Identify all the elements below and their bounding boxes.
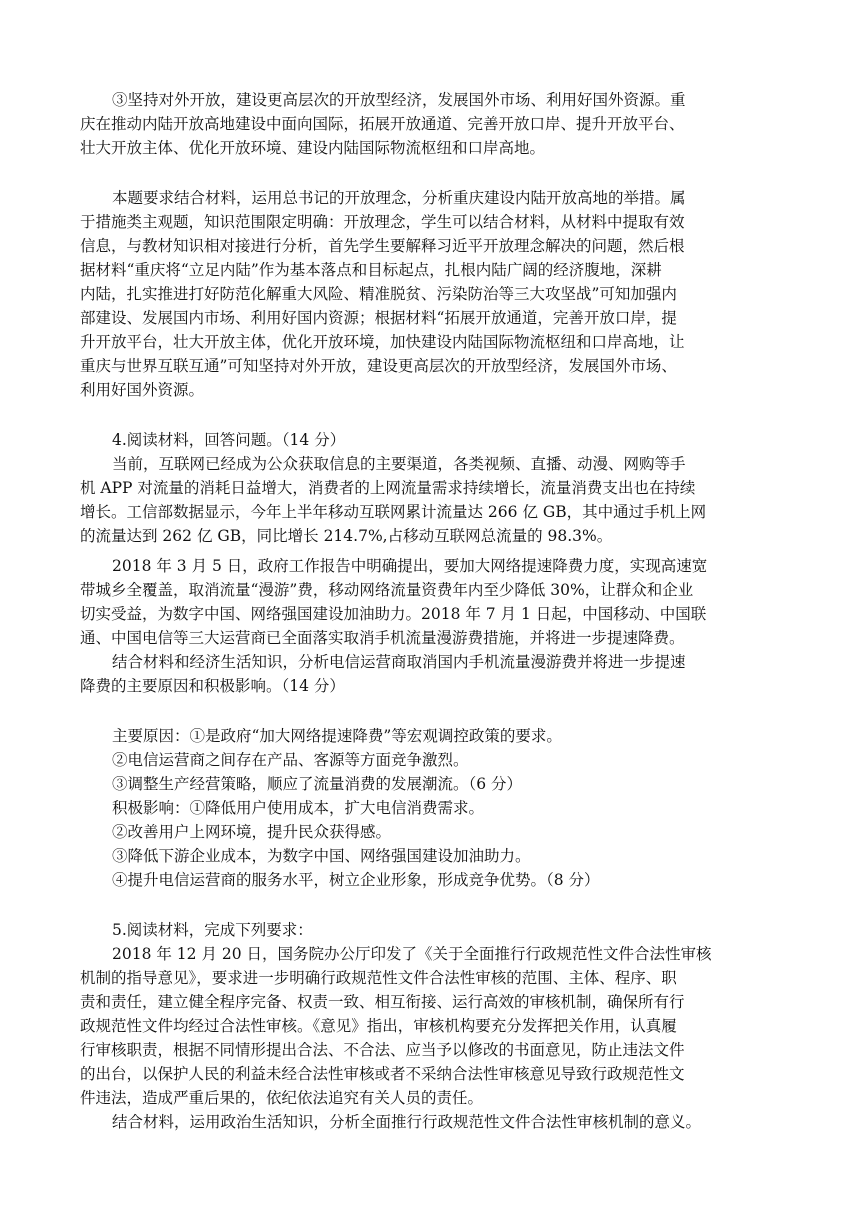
text-line: 结合材料，运用政治生活知识，分析全面推行行政规范性文件合法性审核机制的意义。 — [112, 1113, 702, 1131]
text-line: 责和责任，建立健全程序完备、权责一致、相互衔接、运行高效的审核机制，确保所有行 — [80, 993, 685, 1011]
text-line: 本题要求结合材料，运用总书记的开放理念，分析重庆建设内陆开放高地的举措。属 — [112, 189, 686, 207]
question-4 — [80, 428, 800, 698]
answer-line: ③降低下游企业成本，为数字中国、网络强国建设加油助力。 — [112, 847, 531, 865]
text-line: 庆在推动内陆开放高地建设中面向国际，拓展开放通道、完善开放口岸、提升开放平台、 — [80, 115, 685, 133]
answer-line: 积极影响：①降低用户使用成本，扩大电信消费需求。 — [112, 799, 485, 817]
text-line: 升开放平台，壮大开放主体，优化开放环境，加快建设内陆国际物流枢纽和口岸高地，让 — [80, 333, 685, 351]
text-line: 通、中国电信等三大运营商已全面落实取消手机流量漫游费措施，并将进一步提速降费。 — [80, 629, 685, 647]
text-line: 2018 年 3 月 5 日，政府工作报告中明确提出，要加大网络提速降费力度，实现高速宽 — [112, 557, 708, 575]
text-line: 2018 年 12 月 20 日，国务院办公厅印发了《关于全面推行行政规范性文件合法性审核 — [112, 945, 712, 963]
answer-line: ③调整生产经营策略，顺应了流量消费的发展潮流。（6 分） — [112, 775, 523, 793]
answer-line: ④提升电信运营商的服务水平，树立企业形象，形成竞争优势。（8 分） — [112, 871, 600, 889]
text-line: 机制的指导意见》，要求进一步明确行政规范性文件合法性审核的范围、主体、程序、职 — [80, 969, 677, 987]
question-5 — [80, 918, 800, 1134]
text-line: 切实受益，为数字中国、网络强国建设加油助力。2018 年 7 月 1 日起，中国移动、中国联 — [80, 605, 707, 623]
text-line: 据材料“重庆将“立足内陆”作为基本落点和目标起点，扎根内陆广阔的经济腹地，深耕 — [80, 261, 662, 279]
text-line: 带城乡全覆盖，取消流量“漫游”费，移动网络流量资费年内至少降低 30%，让群众和企业 — [80, 581, 694, 599]
text-line: 的流量达到 262 亿 GB，同比增长 214.7%,占移动互联网总流量的 98.3%。 — [80, 527, 613, 545]
text-line: 政规范性文件均经过合法性审核。《意见》指出，审核机构要充分发挥把关作用，认真履 — [80, 1017, 677, 1035]
text-line: 信息，与教材知识相对接进行分析，首先学生要解释习近平开放理念解决的问题，然后根 — [80, 237, 685, 255]
text-line: 机 APP 对流量的消耗日益增大，消费者的上网流量需求持续增长，流量消费支出也在持续 — [80, 479, 696, 497]
text-line: 内陆，扎实推进打好防范化解重大风险、精准脱贫、污染防治等三大攻坚战”可知加强内 — [80, 285, 677, 303]
text-line: 利用好国外资源。 — [80, 381, 205, 399]
text-line: 件违法，造成严重后果的，依纪依法追究有关人员的责任。 — [80, 1089, 484, 1107]
analysis-paragraph-point-3 — [80, 88, 800, 160]
text-line: 部建设、发展国内市场、利用好国内资源；根据材料“拓展开放通道，完善开放口岸，提 — [80, 309, 677, 327]
text-line: 壮大开放主体、优化开放环境、建设内陆国际物流枢纽和口岸高地。 — [80, 139, 546, 157]
text-line: 当前，互联网已经成为公众获取信息的主要渠道，各类视频、直播、动漫、网购等手 — [112, 455, 686, 473]
text-line: 结合材料和经济生活知识，分析电信运营商取消国内手机流量漫游费并将进一步提速 — [112, 653, 686, 671]
text-line: 重庆与世界互联互通”可知坚持对外开放，建设更高层次的开放型经济，发展国外市场、 — [80, 357, 677, 375]
answer-line: ②改善用户上网环境，提升民众获得感。 — [112, 823, 392, 841]
text-line: 降费的主要原因和积极影响。（14 分） — [80, 677, 345, 695]
answer-4 — [80, 724, 800, 892]
text-line: ③坚持对外开放，建设更高层次的开放型经济，发展国外市场、利用好国外资源。重 — [112, 91, 686, 109]
text-line: 行审核职责，根据不同情形提出合法、不合法、应当予以修改的书面意见，防止违法文件 — [80, 1041, 685, 1059]
answer-line: ②电信运营商之间存在产品、客源等方面竞争激烈。 — [112, 751, 469, 769]
text-line: 于措施类主观题，知识范围限定明确：开放理念，学生可以结合材料，从材料中提取有效 — [80, 213, 685, 231]
question-heading: 5.阅读材料，完成下列要求： — [112, 921, 313, 939]
text-line: 的出台，以保护人民的利益未经合法性审核或者不采纳合法性审核意见导致行政规范性文 — [80, 1065, 685, 1083]
answer-line: 主要原因：①是政府“加大网络提速降费”等宏观调控政策的要求。 — [112, 727, 562, 745]
analysis-explanation — [80, 186, 800, 402]
question-heading: 4.阅读材料，回答问题。（14 分） — [112, 431, 346, 449]
text-line: 增长。工信部数据显示，今年上半年移动互联网累计流量达 266 亿 GB，其中通过手机上网 — [80, 503, 707, 521]
